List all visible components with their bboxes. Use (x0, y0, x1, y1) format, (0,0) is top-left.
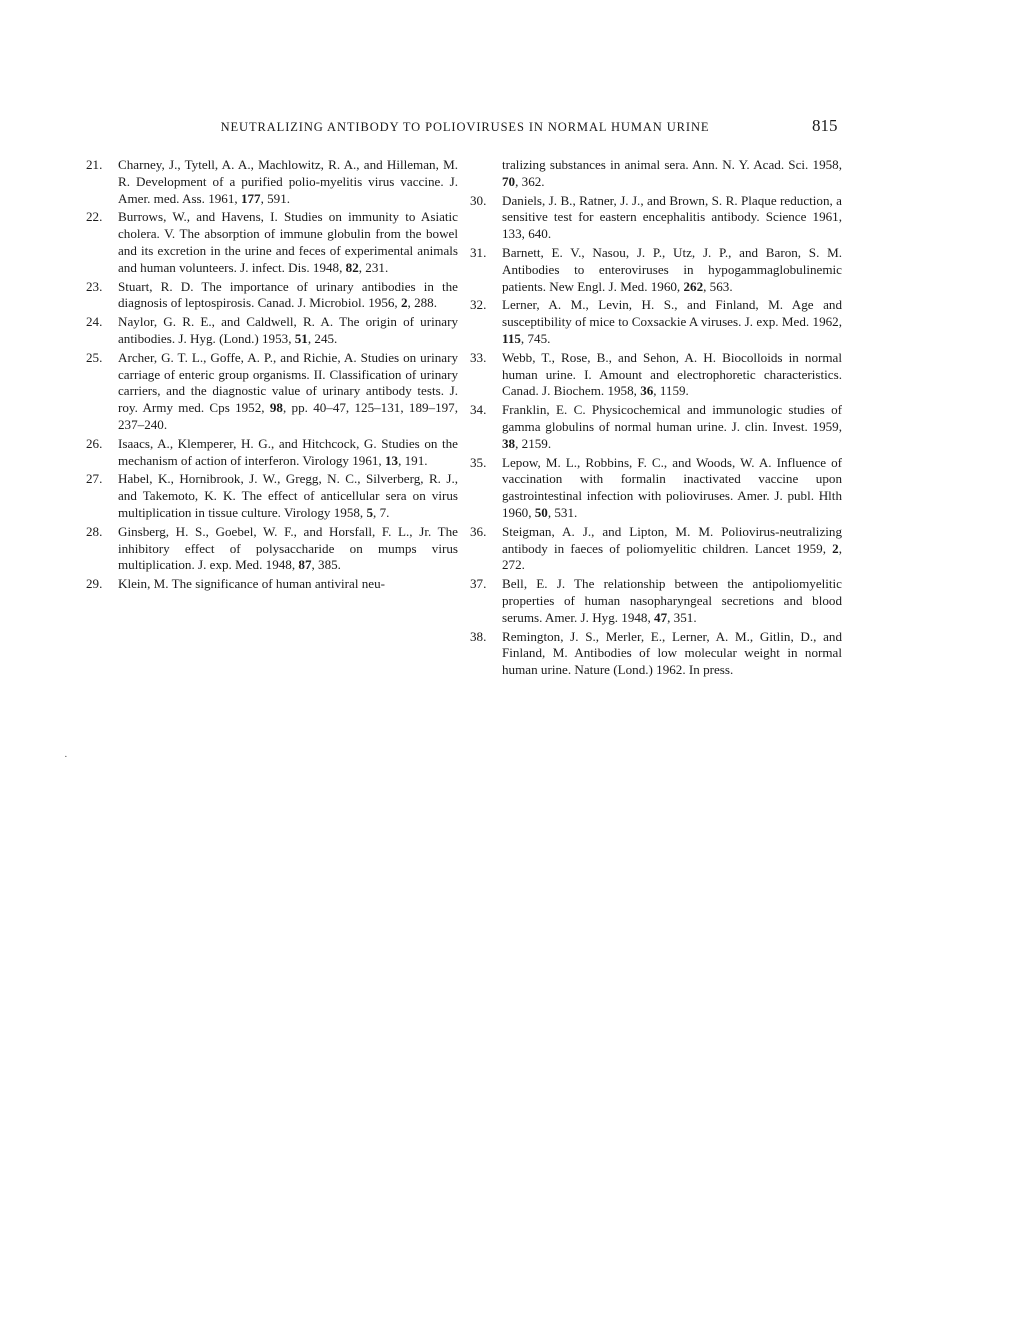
reference-number: 25. (86, 349, 103, 365)
reference-volume: 115 (502, 330, 521, 346)
reference-text: Lepow, M. L., Robbins, F. C., and Woods, W. A. Influence of vaccination with formalin inactivated vaccine upon gastrointestinal infection with polioviruses. Amer. J. publ. Hlth 1960, (502, 454, 842, 520)
reference-text: Daniels, J. B., Ratner, J. J., and Brown, S. R. Plaque reduction, a sensitive test for eastern encephalitis antibody. Science 1961, 133, 640. (502, 192, 842, 242)
reference-item (86, 436, 458, 470)
reference-text: Remington, J. S., Merler, E., Lerner, A. M., Gitlin, D., and Finland, M. Antibodies of low molecular weight in normal human urine. Nature (Lond.) 1962. In press. (502, 628, 842, 678)
reference-item (470, 576, 842, 626)
reference-pages: , pp. 40–47, 125–131, 189–197, 237–240. (118, 400, 458, 432)
reference-column-right (470, 157, 842, 681)
reference-item (470, 245, 842, 295)
reference-number: 23. (86, 278, 103, 294)
reference-volume: 262 (683, 278, 704, 294)
reference-volume: 50 (534, 504, 548, 520)
reference-number: 22. (86, 209, 103, 225)
reference-number: 35. (470, 454, 487, 470)
reference-pages: , 385. (311, 557, 341, 573)
reference-volume: 13 (384, 452, 399, 468)
reference-pages: , 745. (520, 330, 551, 346)
reference-number: 32. (470, 297, 487, 313)
reference-pages: , 191. (398, 452, 428, 468)
reference-text: Webb, T., Rose, B., and Sehon, A. H. Biocolloids in normal human urine. I. Amount and electrophoretic characteristics. Canad. J. Biochem. 1958, (502, 349, 842, 399)
reference-text: Franklin, E. C. Physicochemical and immunologic studies of gamma globulins of normal human urine. J. clin. Invest. 1959, (502, 402, 842, 434)
reference-pages: , 231. (358, 259, 389, 275)
reference-pages: , 563. (703, 278, 733, 294)
reference-item (470, 455, 842, 522)
reference-number: 27. (86, 471, 103, 487)
reference-number: 26. (86, 435, 103, 451)
reference-pages: , 1159. (653, 383, 689, 399)
reference-volume: 2 (400, 295, 408, 311)
reference-item (470, 350, 842, 400)
reference-volume: 2 (832, 540, 839, 556)
reference-pages: , 288. (407, 295, 437, 311)
reference-volume: 87 (298, 557, 312, 573)
reference-text: Naylor, G. R. E., and Caldwell, R. A. The origin of urinary antibodies. J. Hyg. (Lond.) 1953, (118, 314, 458, 346)
reference-item (470, 297, 842, 347)
reference-text: Steigman, A. J., and Lipton, M. M. Poliovirus-neutralizing antibody in faeces of poliomyelitic children. Lancet 1959, (502, 523, 842, 556)
reference-pages: , 351. (667, 609, 697, 625)
reference-number: 31. (470, 244, 487, 260)
reference-number: 34. (470, 402, 487, 418)
reference-volume: 47 (654, 609, 668, 625)
page-number: 815 (812, 116, 838, 135)
reference-text: Bell, E. J. The relationship between the antipoliomyelitic properties of human nasopharyngeal secretions and blood serums. Amer. J. Hyg. 1948, (502, 576, 842, 625)
reference-volume: 177 (240, 190, 261, 206)
reference-volume: 98 (269, 400, 283, 416)
reference-text: Isaacs, A., Klemperer, H. G., and Hitchcock, G. Studies on the mechanism of action of interferon. Virology 1961, (118, 435, 458, 468)
running-head: NEUTRALIZING ANTIBODY TO POLIOVIRUSES IN NORMAL HUMAN URINE (220, 120, 710, 134)
reference-number: 21. (86, 157, 103, 172)
reference-item (86, 350, 458, 434)
reference-volume: 38 (502, 435, 516, 451)
reference-item (86, 576, 458, 593)
reference-text: Ginsberg, H. S., Goebel, W. F., and Horsfall, F. L., Jr. The inhibitory effect of polysaccharide on mumps virus multiplication. J. exp. Med. 1948, (118, 523, 458, 573)
reference-text: Stuart, R. D. The importance of urinary antibodies in the diagnosis of leptospirosis. Canad. J. Microbiol. 1956, (118, 278, 458, 311)
reference-number: 29. (86, 576, 103, 592)
reference-number: 33. (470, 349, 487, 365)
reference-pages: , 272. (502, 540, 842, 573)
reference-pages: , 7. (373, 504, 390, 520)
reference-text: Lerner, A. M., Levin, H. S., and Finland, M. Age and susceptibility of mice to Coxsackie A viruses. J. exp. Med. 1962, (502, 297, 842, 330)
reference-item (86, 471, 458, 521)
reference-text: Archer, G. T. L., Goffe, A. P., and Richie, A. Studies on urinary carriage of enteric group organisms. II. Classification of urinary carriers, and the diagnostic value of urinary antibody tests. J. roy. Army med. Cps 1952, (118, 349, 458, 416)
reference-item (470, 402, 842, 452)
reference-item (470, 193, 842, 243)
reference-number: 28. (86, 523, 103, 539)
reference-text: Klein, M. The significance of human antiviral neu- (118, 576, 386, 592)
reference-pages: , 531. (547, 504, 578, 520)
reference-text: Charney, J., Tytell, A. A., Machlowitz, R. A., and Hilleman, M. R. Development of a purified polio-myelitis virus vaccine. J. Amer. med. Ass. 1961, (118, 157, 458, 206)
reference-item (470, 524, 842, 574)
reference-item (86, 209, 458, 276)
reference-item (86, 524, 458, 574)
reference-volume: 36 (640, 383, 654, 399)
reference-volume: 82 (345, 259, 359, 275)
reference-pages: , 245. (307, 330, 338, 346)
reference-volume: 5 (366, 504, 374, 520)
reference-text: Habel, K., Hornibrook, J. W., Gregg, N. C., Silverberg, R. J., and Takemoto, K. K. The effect of anticellular sera on virus multiplication in tissue culture. Virology 1958, (118, 471, 458, 520)
reference-item (86, 314, 458, 348)
reference-continuation: tralizing substances in animal sera. Ann. N. Y. Acad. Sci. 1958, 70, 362. (502, 157, 842, 189)
reference-number: 38. (470, 628, 487, 644)
reference-number: 30. (470, 192, 487, 208)
reference-item (86, 279, 458, 313)
reference-volume: 51 (294, 330, 308, 346)
reference-item (86, 157, 458, 207)
reference-column-left (86, 157, 458, 595)
margin-mark: · (64, 751, 68, 763)
reference-number: 24. (86, 314, 103, 330)
reference-item (470, 629, 842, 679)
reference-number: 36. (470, 523, 487, 539)
reference-pages: , 591. (260, 190, 291, 206)
reference-text: Barnett, E. V., Nasou, J. P., Utz, J. P., and Baron, S. M. Antibodies to enteroviruses in hypogammaglobulinemic patients. New Engl. J. Med. 1960, (502, 244, 842, 294)
reference-pages: , 2159. (515, 435, 552, 451)
reference-text: Burrows, W., and Havens, I. Studies on immunity to Asiatic cholera. V. The absorption of immune globulin from the bowel and its excretion in the urine and feces of experimental animals and human volunteers. J. infect. Dis. 1948, (118, 209, 458, 275)
reference-number: 37. (470, 576, 487, 592)
